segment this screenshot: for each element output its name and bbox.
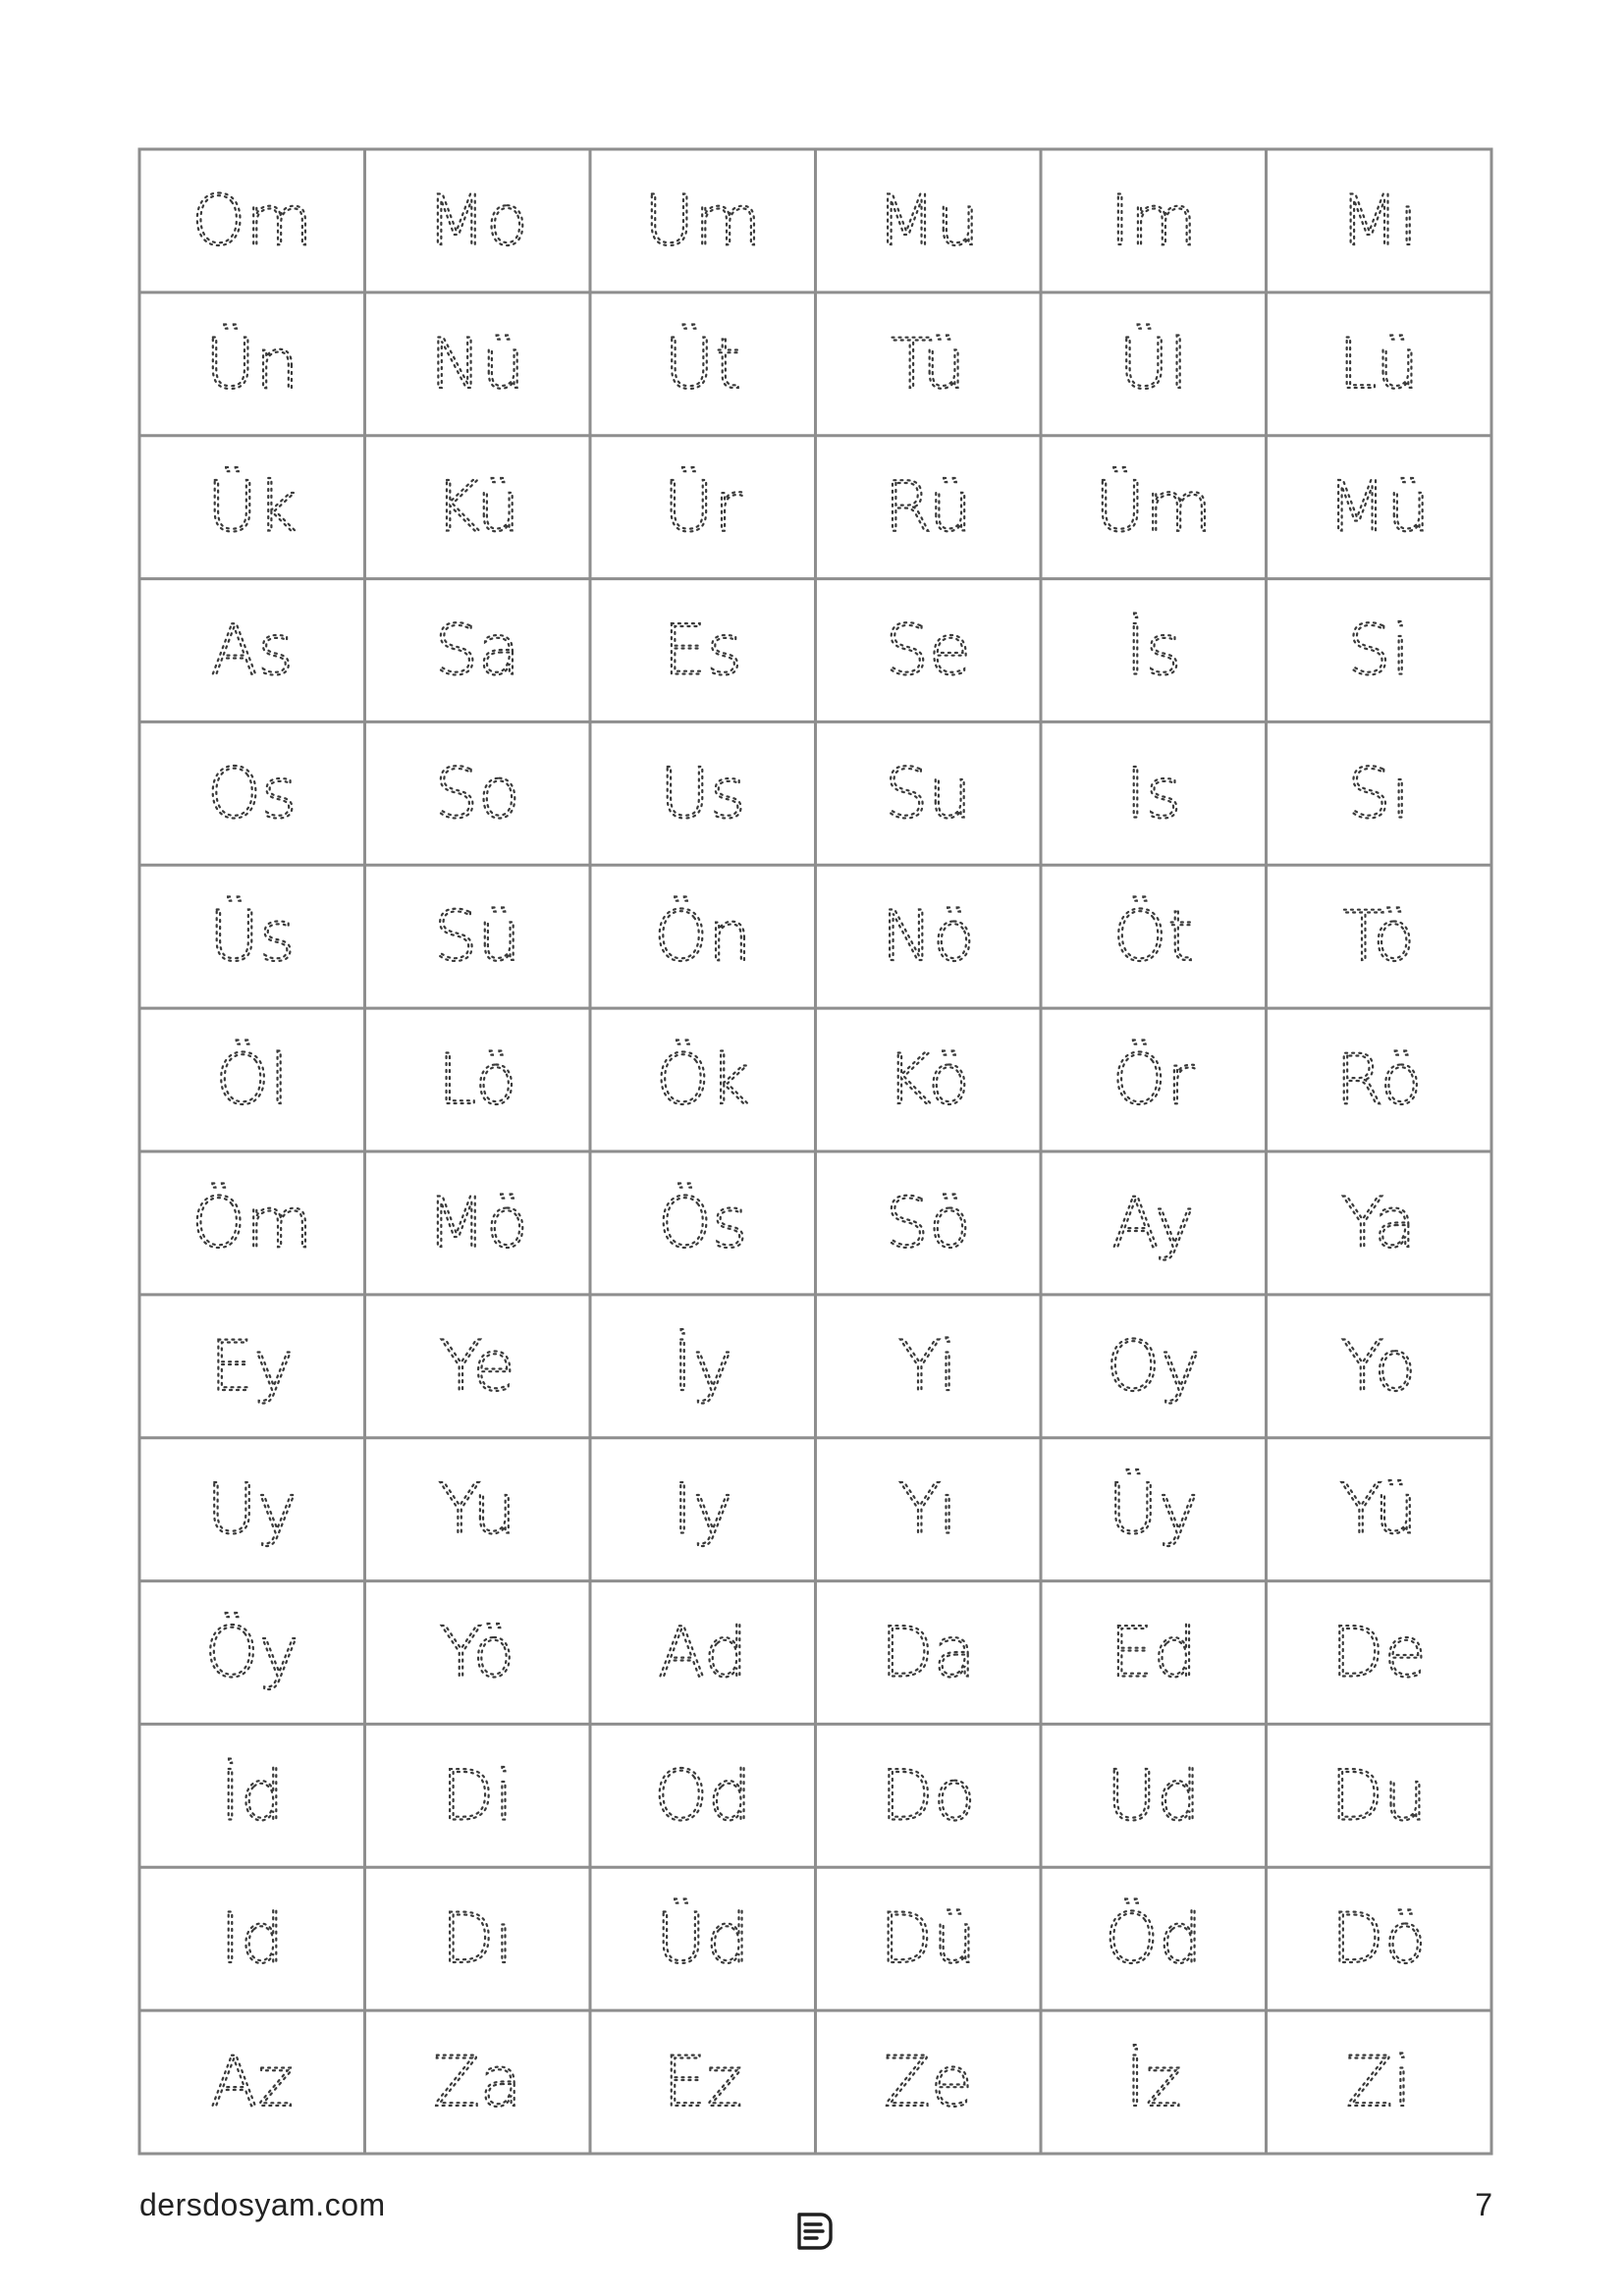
syllable-cell: Ay <box>1111 1182 1196 1263</box>
syllable-cell: Lö <box>437 1040 517 1121</box>
syllable-cell: Yö <box>440 1612 515 1693</box>
syllable-cell: Öd <box>1104 1898 1203 1980</box>
syllable-cell: Dö <box>1330 1898 1427 1980</box>
syllable-cell: Yi <box>898 1325 958 1407</box>
syllable-cell: Ud <box>1106 1755 1201 1837</box>
syllable-cell: Sı <box>1347 753 1411 834</box>
syllable-cell: Si <box>1347 610 1411 691</box>
syllable-cell: Sü <box>433 896 521 978</box>
syllable-cell: Du <box>1330 1755 1428 1837</box>
syllable-cell: Öt <box>1112 896 1195 978</box>
syllable-cell: Di <box>441 1755 514 1837</box>
syllable-cell: Is <box>1125 753 1182 834</box>
syllable-cell: Üt <box>664 323 742 404</box>
syllable-cell: Öl <box>215 1040 290 1121</box>
syllable-cell: De <box>1330 1612 1427 1693</box>
syllable-cell: Yo <box>1341 1325 1417 1407</box>
syllable-cell: Do <box>880 1755 976 1837</box>
syllable-cell: Mü <box>1326 466 1431 548</box>
syllable-cell: Im <box>1110 180 1198 261</box>
syllable-cell: Ya <box>1341 1182 1417 1263</box>
syllable-cell: Za <box>432 2042 522 2123</box>
syllable-cell: Ük <box>206 466 298 548</box>
syllable-cell: Mı <box>1339 180 1419 261</box>
syllable-cell: İz <box>1125 2042 1182 2123</box>
syllable-cell: Ye <box>439 1325 515 1407</box>
syllable-cell: Sa <box>434 610 520 691</box>
syllable-cell: Om <box>191 180 313 261</box>
syllable-cell: Ös <box>657 1182 748 1263</box>
syllable-cell: Dı <box>441 1898 514 1980</box>
syllable-cell: Tö <box>1342 896 1416 978</box>
syllable-cell: Us <box>659 753 746 834</box>
syllable-cell: Kü <box>434 466 520 548</box>
syllable-cell: Mu <box>876 180 980 261</box>
syllable-cell: Se <box>885 610 971 691</box>
syllable-cell: İd <box>220 1755 285 1837</box>
syllable-cell: Nü <box>429 323 525 404</box>
grid-lines <box>139 149 1491 2154</box>
syllable-cell: Ür <box>663 466 742 548</box>
syllable-cell: Ök <box>655 1040 750 1121</box>
syllable-cell: Ze <box>883 2042 973 2123</box>
syllable-cell: Zi <box>1345 2042 1412 2123</box>
syllable-cell: Mo <box>426 180 528 261</box>
syllable-cell: Uy <box>206 1468 298 1550</box>
syllable-cell: Ön <box>654 896 752 978</box>
syllable-cell: Lü <box>1338 323 1420 404</box>
syllable-cell: Su <box>884 753 972 834</box>
syllable-cell: Sö <box>885 1182 971 1263</box>
syllable-cell: Ad <box>658 1612 748 1693</box>
syllable-cell: Üs <box>208 896 296 978</box>
syllable-cell: Os <box>206 753 298 834</box>
syllable-cell: Ül <box>1118 323 1189 404</box>
syllable-cell: Kö <box>886 1040 970 1121</box>
syllable-cell: Yı <box>898 1468 958 1550</box>
syllable-cell: Nö <box>881 896 975 978</box>
syllable-cell: Ez <box>663 2042 743 2123</box>
syllable-cell: Öm <box>191 1182 313 1263</box>
syllable-cell: Üm <box>1095 466 1213 548</box>
syllable-cell: Es <box>663 610 743 691</box>
syllable-cell: So <box>434 753 520 834</box>
syllable-cell: İy <box>672 1325 733 1407</box>
syllable-cell: Rö <box>1335 1040 1423 1121</box>
syllable-cell: Dü <box>880 1898 977 1980</box>
syllable-cell: As <box>210 610 294 691</box>
syllable-cell: Üd <box>655 1898 750 1980</box>
syllable-cell: Oy <box>1106 1325 1202 1407</box>
syllable-cell: Ün <box>204 323 299 404</box>
syllable-cell: Ed <box>1110 1612 1198 1693</box>
syllable-cell: Iy <box>672 1468 733 1550</box>
syllable-cell: Ör <box>1111 1040 1195 1121</box>
syllable-cell: Rü <box>884 466 973 548</box>
syllable-cell: Um <box>644 180 762 261</box>
page-number: 7 <box>1475 2187 1492 2222</box>
syllable-cell: Mö <box>426 1182 528 1263</box>
syllable-cell: Id <box>220 1898 285 1980</box>
syllable-cell: Öy <box>204 1612 300 1693</box>
syllable-cell: Yu <box>438 1468 516 1550</box>
syllable-cell: Ey <box>209 1325 295 1407</box>
syllable-cell: Tü <box>891 323 966 404</box>
syllable-cell: Üy <box>1108 1468 1200 1550</box>
syllable-cell: Od <box>653 1755 752 1837</box>
syllable-cell: Az <box>210 2042 295 2123</box>
syllable-cell: Da <box>880 1612 976 1693</box>
syllable-cell: Yü <box>1339 1468 1418 1550</box>
document-lines-icon <box>791 2209 837 2254</box>
syllable-cell: İs <box>1125 610 1182 691</box>
footer-site-name: dersdosyam.com <box>139 2187 386 2222</box>
